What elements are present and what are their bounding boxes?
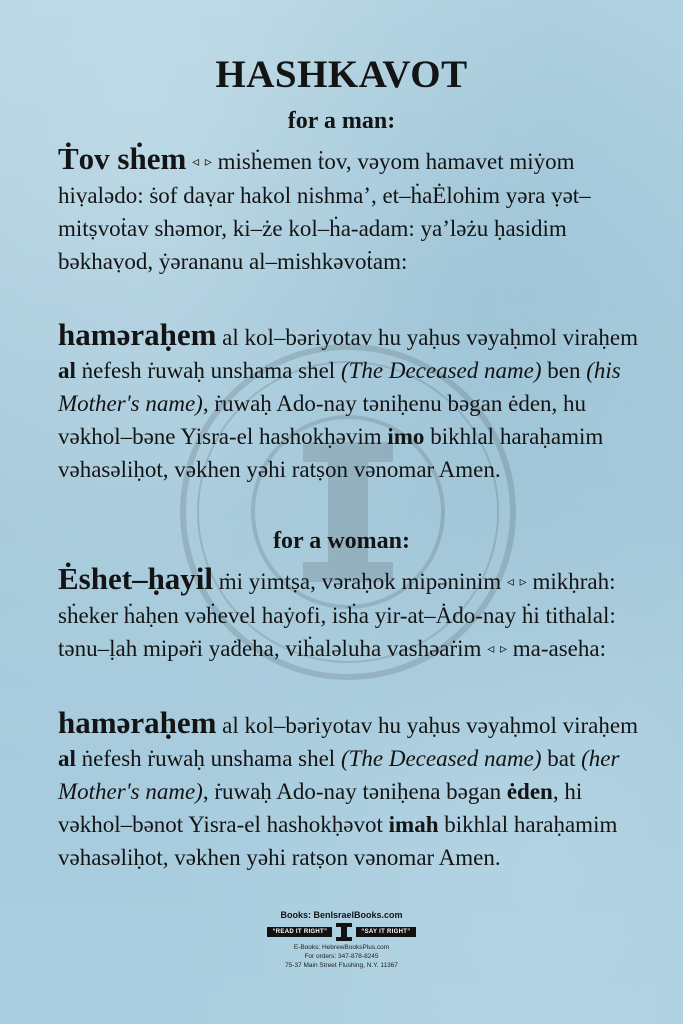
separator-right-icon: ▹ — [204, 155, 212, 170]
footer-tag-say: “SAY IT RIGHT” — [356, 927, 415, 937]
man-prayer-lead: haməraḥem — [58, 317, 217, 352]
footer-books-line: Books: BenIsraelBooks.com — [280, 910, 403, 920]
man-prayer-paragraph — [58, 318, 638, 486]
heading-for-woman: for a woman: — [273, 528, 410, 554]
woman-prayer-text-6: bikhlal haraḥamim vəhasəliḥot, vəkhen yəhi ratṣon vənomar Amen. — [58, 812, 618, 870]
man-prayer-text-6: bikhlal haraḥamim vəhasəliḥot, vəkhen yəhi ratṣon vənomar Amen. — [58, 424, 604, 482]
woman-prayer-paragraph — [58, 706, 638, 874]
man-verse-lead: Ṫov sḣem — [58, 141, 187, 176]
man-verse-text: misḣemen ṫov, vəyom hamavet miẏom hiṿalədo: ṡof daṿar hakol nishma’, et–ḣaĖlohim yəra ṿət–mitṣvoṫav shəmor, ki–że kol–ḣa-adam: ya’ləżu ḥasidim bəkhaṿod, ẏərananu al–mishkəvoṫam: — [58, 149, 591, 274]
woman-verse-lead: Ėshet–ḥayil — [58, 561, 214, 596]
woman-verse-text-3: ma-aseha: — [512, 636, 606, 661]
man-prayer-text-5: imo — [387, 424, 425, 449]
woman-prayer-text-4: , ṙuwaḥ Ado-nay təniḥena bəgan — [202, 779, 502, 804]
man-prayer-text-2: al — [58, 358, 76, 383]
woman-prayer-text-3: ṅefesh ṙuwaḥ unshama shel — [81, 746, 336, 771]
footer-ebooks-line: E-Books: HebrewBooksPlus.com — [293, 944, 390, 951]
man-verse-paragraph — [58, 142, 638, 278]
separator-right-icon: ▹ — [499, 642, 507, 657]
man-deceased-placeholder: (The Deceased name) — [340, 358, 542, 383]
man-prayer-text-3: ṅefesh ṙuwaḥ unshama shel — [81, 358, 336, 383]
woman-prayer-lead: haməraḥem — [58, 705, 217, 740]
woman-mother-placeholder: (her Mother's name) — [58, 746, 620, 804]
woman-prayer-eden: ėden — [506, 779, 553, 804]
man-mother-placeholder: (his Mother's name) — [58, 358, 621, 416]
man-prayer-text-1: al kol–bəriyotav hu yaḥus vəyaḥmol viraḥem — [222, 325, 638, 350]
woman-prayer-text-5: imah — [388, 812, 439, 837]
man-prayer-text-4: , ṙuwaḥ Ado-nay təniḥenu bəgan ėden, hu vəkhol–bəne Yisra-el hashokḥəvim — [58, 391, 587, 449]
footer-address-line: 75-37 Main Street Flushing, N.Y. 11367 — [285, 962, 398, 969]
publisher-footer — [0, 910, 683, 970]
footer-tag-read: “READ IT RIGHT” — [267, 927, 332, 937]
woman-bat-word: bat — [547, 746, 576, 771]
woman-verse-text-1: ṁi yimtṣa, vəraḥok mipəninim — [218, 569, 502, 594]
woman-verse-paragraph — [58, 562, 638, 666]
separator-left-icon: ◃ — [487, 642, 495, 657]
woman-prayer-text-1: al kol–bəriyotav hu yaḥus vəyaḥmol viraḥem — [222, 713, 638, 738]
page-title: HASHKAVOT — [215, 53, 468, 96]
separator-left-icon: ◃ — [192, 155, 200, 170]
separator-right-icon: ▹ — [519, 575, 527, 590]
footer-orders-line: For orders: 347-878-8245 — [304, 953, 379, 960]
footer-logo — [0, 923, 683, 941]
woman-verse-text-2: mikḥrah: sḣeker ḣaḥen vəḣevel haẏofi, isḣa yir-at–Ȧdo-nay ḣi tithalal: tənu–ḷah mipəṙi yaḋeha, viḣaləluha vashəaṙim — [58, 569, 616, 661]
man-ben-word: ben — [547, 358, 581, 383]
woman-deceased-placeholder: (The Deceased name) — [340, 746, 542, 771]
woman-prayer-text-4c: , hi vəkhol–bənot Yisra-el hashokḥəvot — [58, 779, 583, 837]
woman-prayer-text-2: al — [58, 746, 76, 771]
separator-left-icon: ◃ — [506, 575, 514, 590]
publisher-logo-icon — [336, 923, 352, 941]
heading-for-man: for a man: — [287, 108, 396, 134]
